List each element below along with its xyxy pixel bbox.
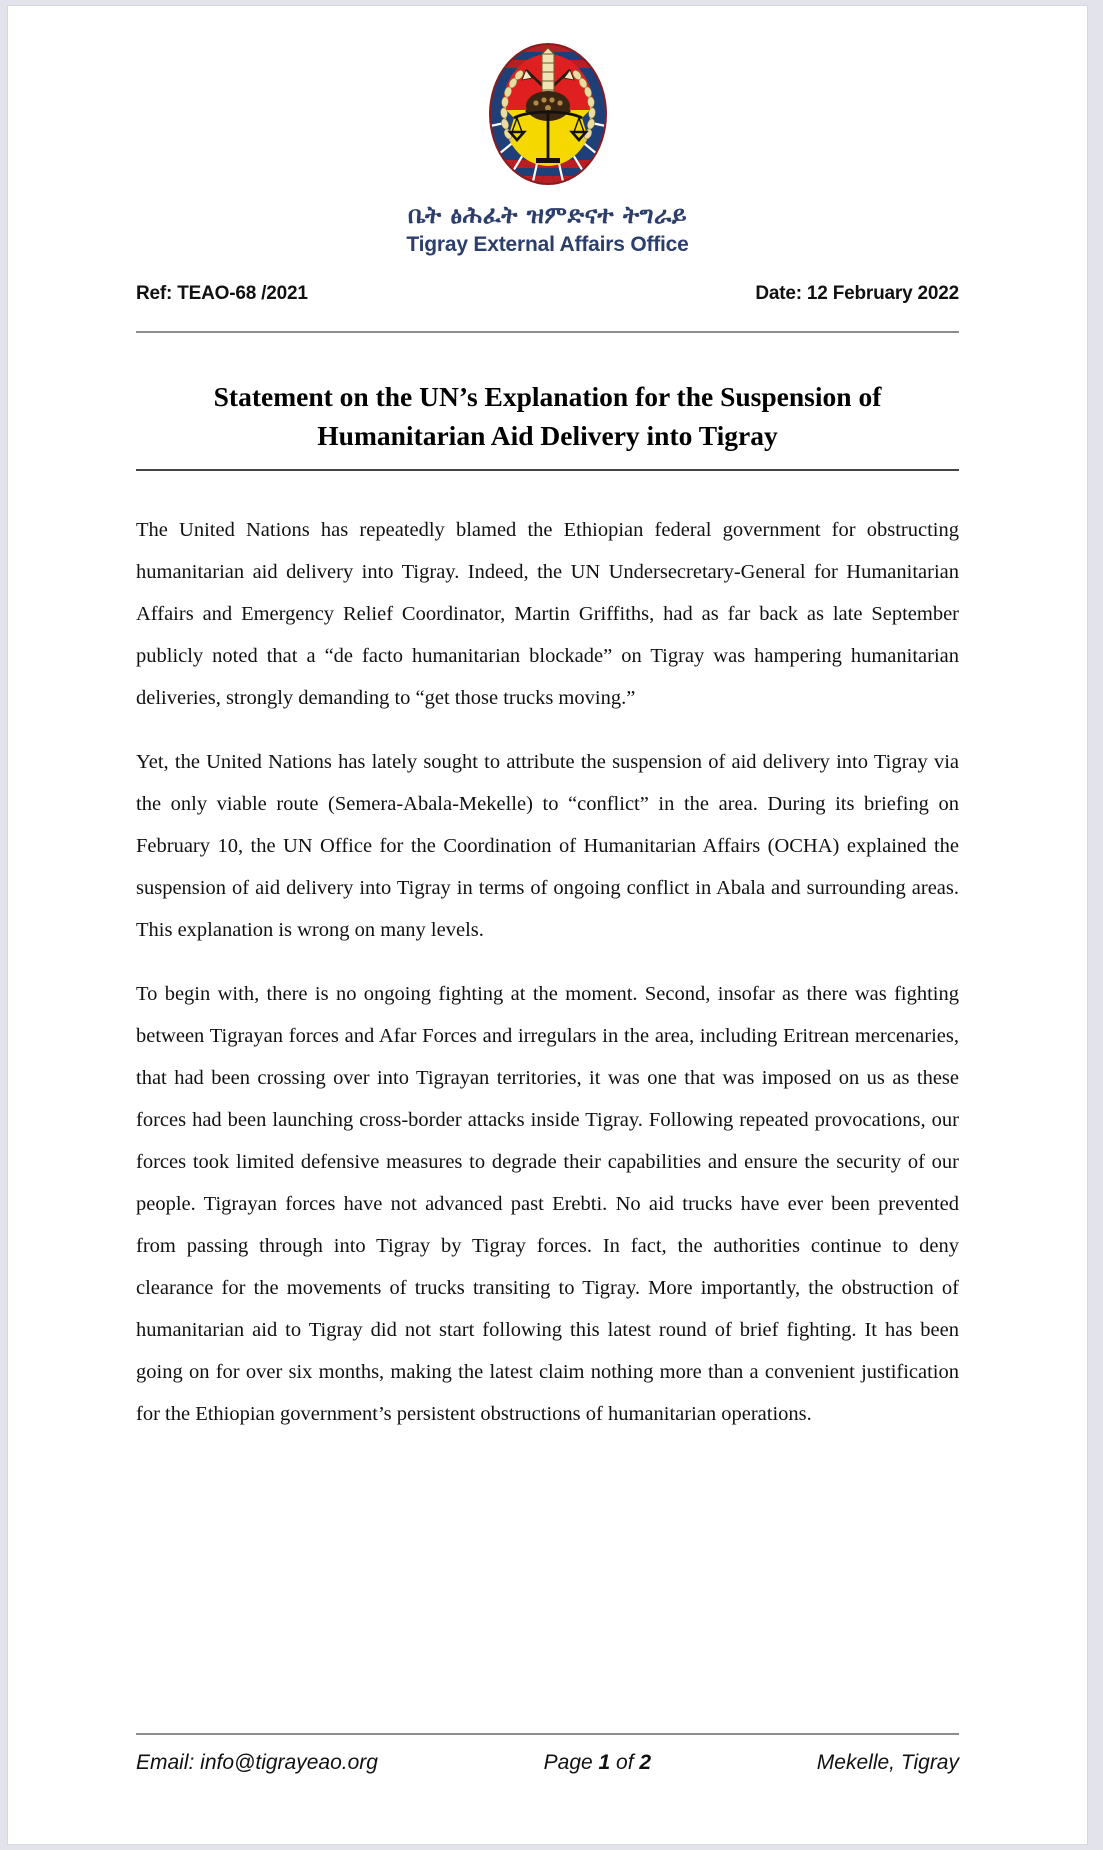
tigray-government-emblem-icon xyxy=(484,40,612,188)
footer-email: Email: info@tigrayeao.org xyxy=(136,1751,378,1774)
page-footer xyxy=(136,1751,959,1775)
footer-page-number xyxy=(544,1751,651,1775)
header-divider xyxy=(136,331,959,333)
footer-location: Mekelle, Tigray xyxy=(816,1751,959,1774)
letterhead xyxy=(8,6,1087,257)
title-block xyxy=(136,377,959,469)
body-paragraph: The United Nations has repeatedly blamed the Ethiopian federal government for obstructing humanitarian aid delivery into Tigray. Indeed, the UN Undersecretary-General for Humanitarian Affairs and Emergency Relief Coordinator, Martin Griffiths, had as far back as late September publicly noted that a “de facto humanitarian blockade” on Tigray was hampering humanitarian deliveries, strongly demanding to “get those trucks moving.” xyxy=(136,518,959,709)
org-name-english: Tigray External Affairs Office xyxy=(406,232,689,256)
title-divider xyxy=(136,469,959,471)
footer-divider xyxy=(136,1733,959,1735)
body-paragraph: To begin with, there is no ongoing fighting at the moment. Second, insofar as there was fighting between Tigrayan forces and Afar Forces and irregulars in the area, including Eritrean mercenaries, that had been crossing over into Tigrayan territories, it was one that was imposed on us as these forces had been launching cross-border attacks inside Tigray. Following repeated provocations, our forces took limited defensive measures to degrade their capabilities and ensure the security of our people. Tigrayan forces have not advanced past Erebti. No aid trucks have ever been prevented from passing through into Tigray by Tigray forces. In fact, the authorities continue to deny clearance for the movements of trucks transiting to Tigray. More importantly, the obstruction of humanitarian aid to Tigray did not start following this latest round of brief fighting. It has been going on for over six months, making the latest claim nothing more than a convenient justification for the Ethiopian government’s persistent obstructions of humanitarian operations. xyxy=(136,982,959,1426)
body-paragraph: Yet, the United Nations has lately sought to attribute the suspension of aid delivery into Tigray via the only viable route (Semera-Abala-Mekelle) to “conflict” in the area. During its briefing on February 10, the UN Office for the Coordination of Humanitarian Affairs (OCHA) explained the suspension of aid delivery into Tigray in terms of ongoing conflict in Abala and surrounding areas. This explanation is wrong on many levels. xyxy=(136,750,959,941)
document-date: Date: 12 February 2022 xyxy=(755,282,959,304)
footer-page-prefix: Page xyxy=(543,1751,599,1774)
reference-number: Ref: TEAO-68 /2021 xyxy=(136,282,308,304)
footer-page-current: 1 xyxy=(598,1751,611,1774)
footer-page-middle: of xyxy=(610,1751,640,1774)
page-title-line1: Statement on the UN’s Explanation for the Suspension of xyxy=(213,380,882,412)
document-page xyxy=(8,6,1087,1844)
org-name-tigrinya: ቤት ፅሕፈት ዝምድናተ ትግራይ xyxy=(407,201,688,229)
page-title-line2: Humanitarian Aid Delivery into Tigray xyxy=(317,419,778,451)
page-title xyxy=(136,377,959,469)
footer-page-total: 2 xyxy=(639,1751,652,1774)
reference-date-row xyxy=(136,283,959,305)
document-body xyxy=(136,509,959,1435)
